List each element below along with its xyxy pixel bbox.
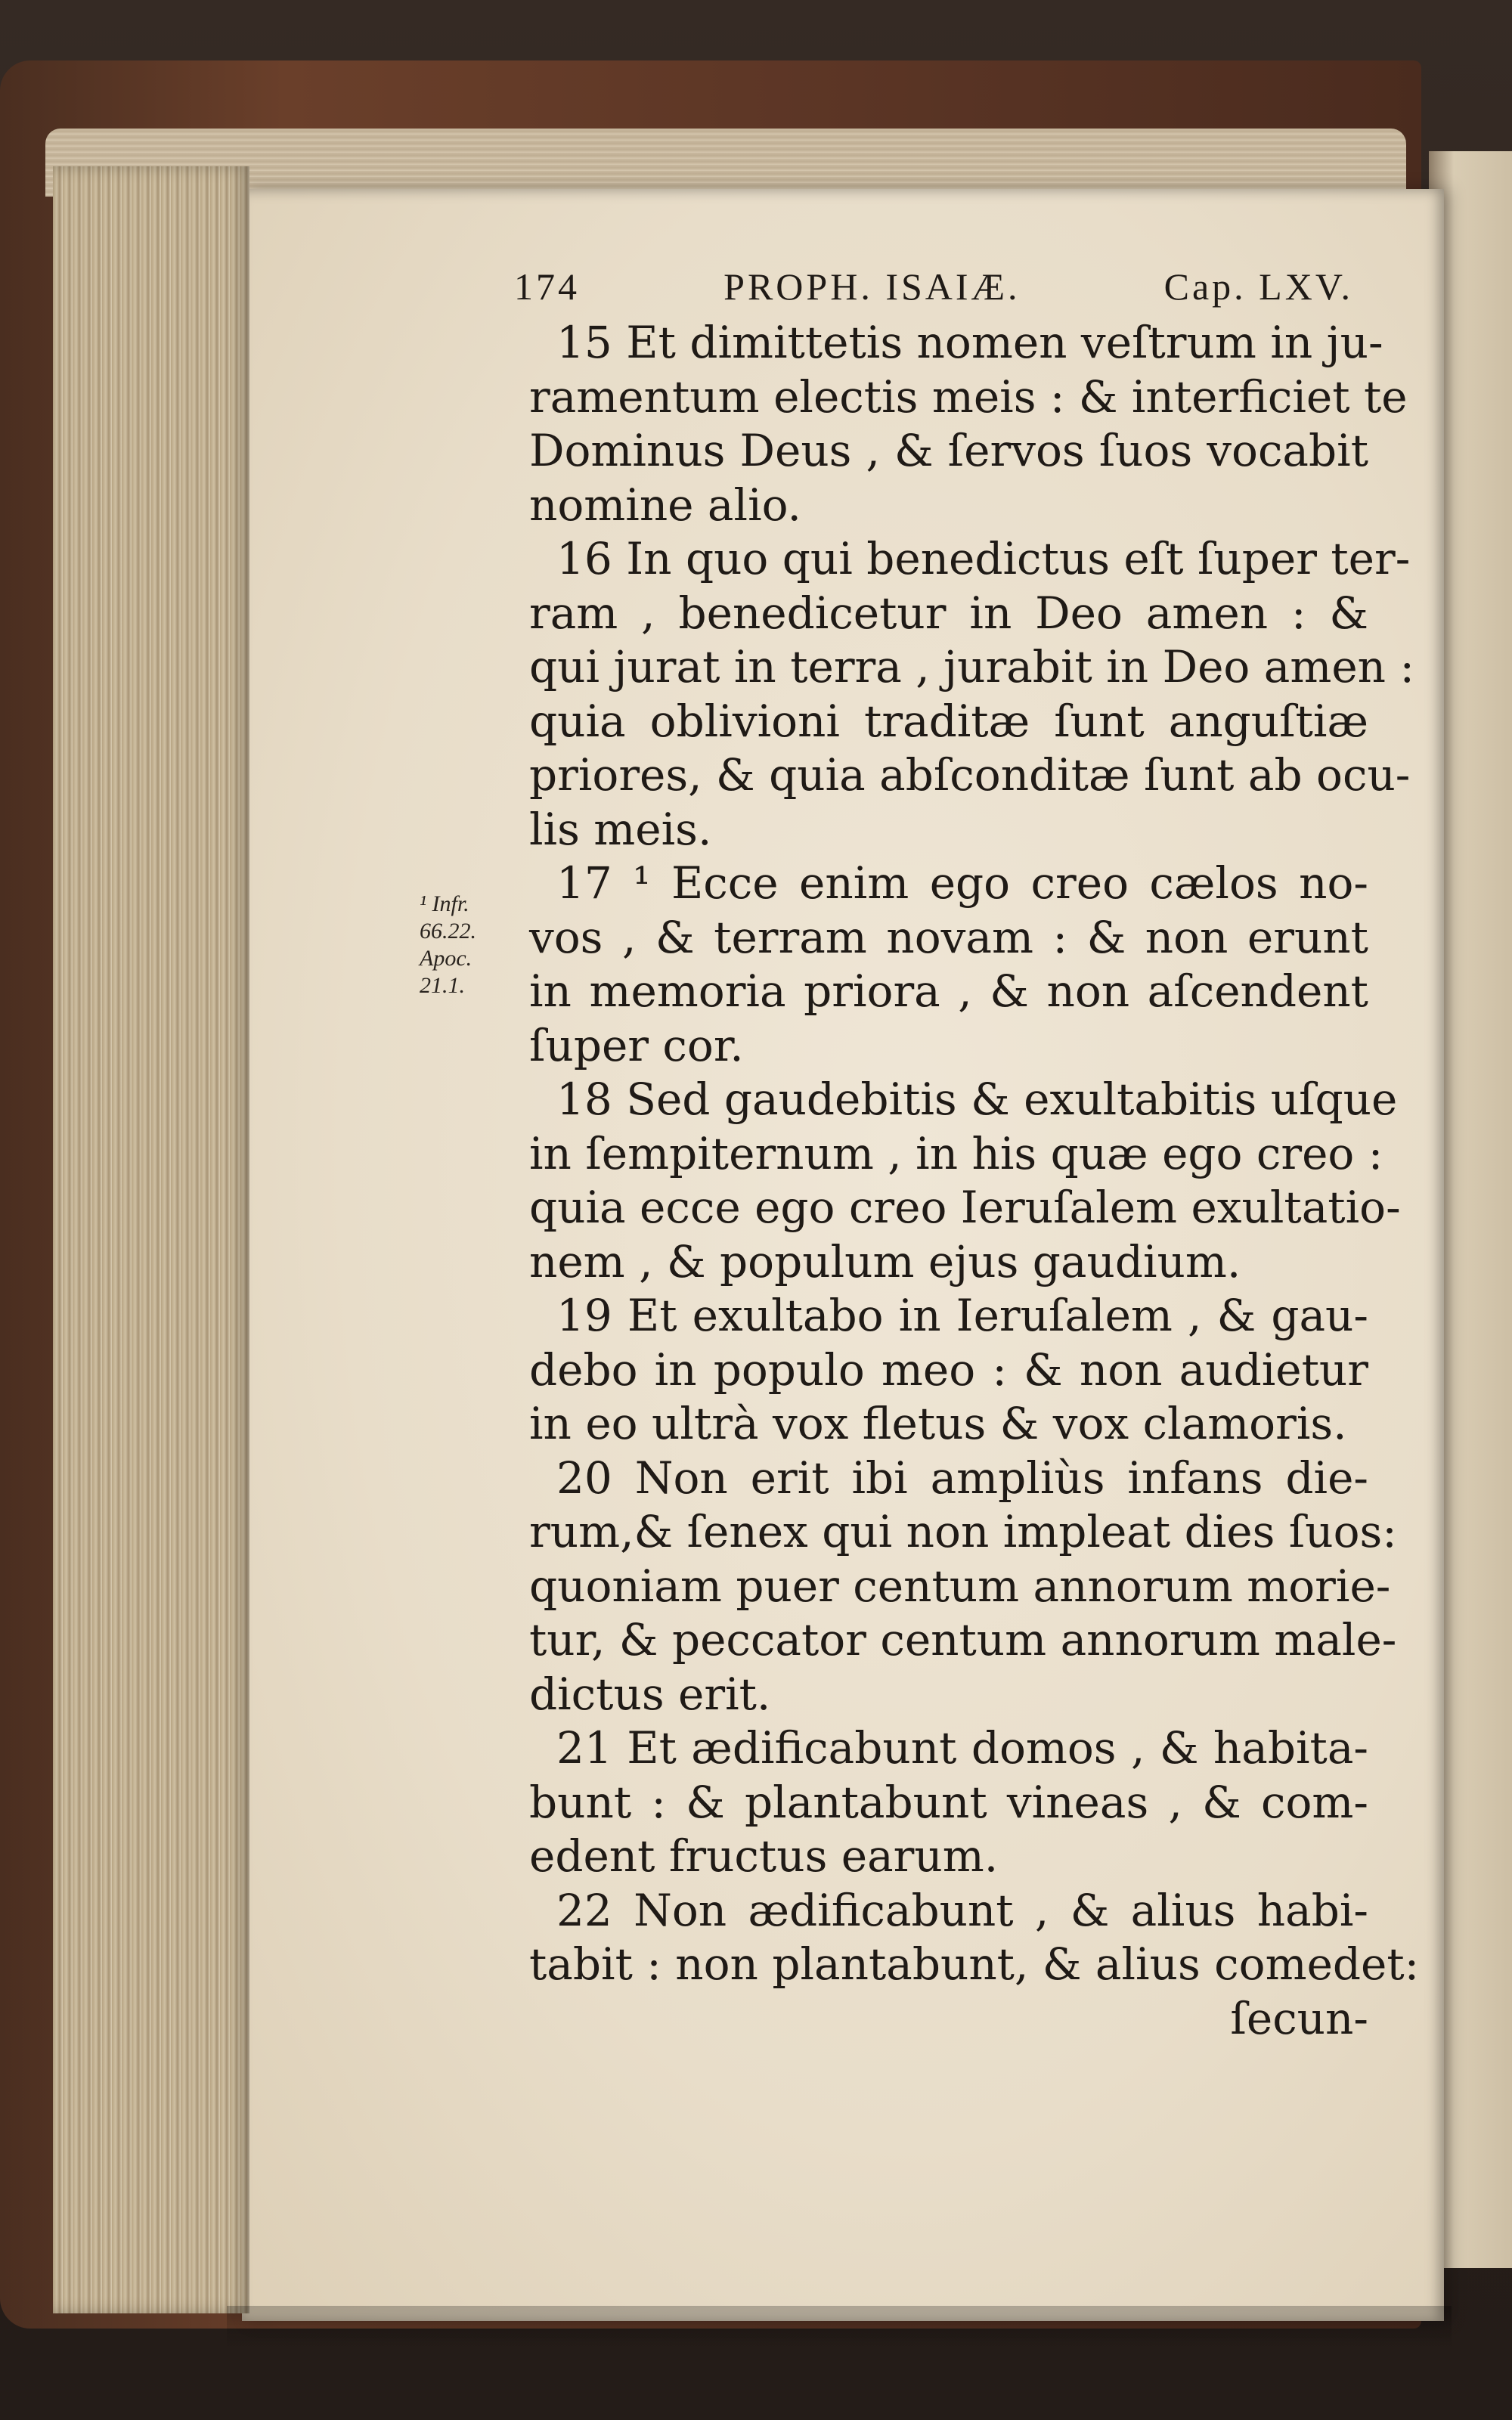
- text-line: 16 In quo qui benedictus eſt ſuper ter-: [556, 533, 1411, 584]
- margin-note-line: ¹ Infr.: [420, 891, 469, 916]
- text-line: rum,& ſenex qui non impleat dies ſuos:: [529, 1506, 1397, 1557]
- chapter-label: Cap. LXV.: [1163, 265, 1353, 308]
- catchword: ſecun-: [1230, 1992, 1368, 2044]
- text-line: ramentum electis meis : & interficiet te: [529, 370, 1408, 423]
- page-number: 174: [514, 265, 580, 308]
- text-line: tabit : non plantabunt, & alius comedet:: [529, 1938, 1420, 1990]
- text-line: 17 ¹ Ecce enim ego creo cælos no-: [556, 857, 1368, 909]
- margin-note-line: 66.22.: [420, 919, 476, 944]
- text-line: edent fructus earum.: [529, 1830, 999, 1882]
- page-shadow: [227, 2306, 1452, 2351]
- text-line: 21 Et ædificabunt domos , & habita-: [556, 1722, 1368, 1774]
- text-line: 19 Et exultabo in Ieruſalem , & gau-: [556, 1290, 1368, 1341]
- text-line: 22 Non ædificabunt , & alius habi-: [556, 1884, 1368, 1936]
- text-line: qui jurat in terra , jurabit in Deo amen :: [529, 641, 1414, 693]
- book-title: PROPH. ISAIÆ.: [723, 265, 1021, 308]
- text-line: ſuper cor.: [529, 1019, 744, 1071]
- page-stack-edges: [53, 166, 249, 2313]
- text-line: in ſempiternum , in his quæ ego creo :: [529, 1127, 1383, 1179]
- text-line: tur, & peccator centum annorum male-: [529, 1614, 1397, 1665]
- page-top-edges: [45, 129, 1406, 197]
- text-line: 20 Non erit ibi ampliùs infans die-: [556, 1452, 1368, 1504]
- text-line: debo in populo meo : & non audietur: [529, 1343, 1368, 1396]
- text-line: 15 Et dimittetis nomen veſtrum in ju-: [556, 317, 1383, 368]
- text-line: quoniam puer centum annorum morie-: [529, 1560, 1391, 1612]
- text-line: quia oblivioni traditæ ſunt anguſtiæ: [529, 695, 1368, 747]
- text-line: 18 Sed gaudebitis & exultabitis uſque: [556, 1074, 1398, 1125]
- text-line: nem , & populum ejus gaudium.: [529, 1235, 1241, 1287]
- margin-note-line: Apoc.: [420, 946, 472, 971]
- text-line: bunt : & plantabunt vineas , & com-: [529, 1776, 1368, 1828]
- text-line: ram , benedicetur in Deo amen : &: [529, 587, 1368, 639]
- margin-note: [420, 891, 476, 999]
- text-line: vos , & terram novam : & non erunt: [529, 911, 1368, 963]
- text-line: priores, & quia abſconditæ ſunt ab ocu-: [529, 749, 1411, 801]
- text-line: lis meis.: [529, 803, 712, 855]
- running-head: [514, 265, 1353, 308]
- margin-note-line: 21.1.: [420, 973, 465, 998]
- text-line: quia ecce ego creo Ieruſalem exultatio-: [529, 1182, 1401, 1233]
- text-line: in eo ultrà vox fletus & vox clamoris.: [529, 1398, 1347, 1449]
- body-text: [529, 316, 1420, 2046]
- text-line: in memoria priora , & non aſcendent: [529, 965, 1368, 1017]
- text-line: nomine alio.: [529, 479, 801, 531]
- text-line: dictus erit.: [529, 1668, 771, 1720]
- text-line: Dominus Deus , & ſervos ſuos vocabit: [529, 425, 1368, 476]
